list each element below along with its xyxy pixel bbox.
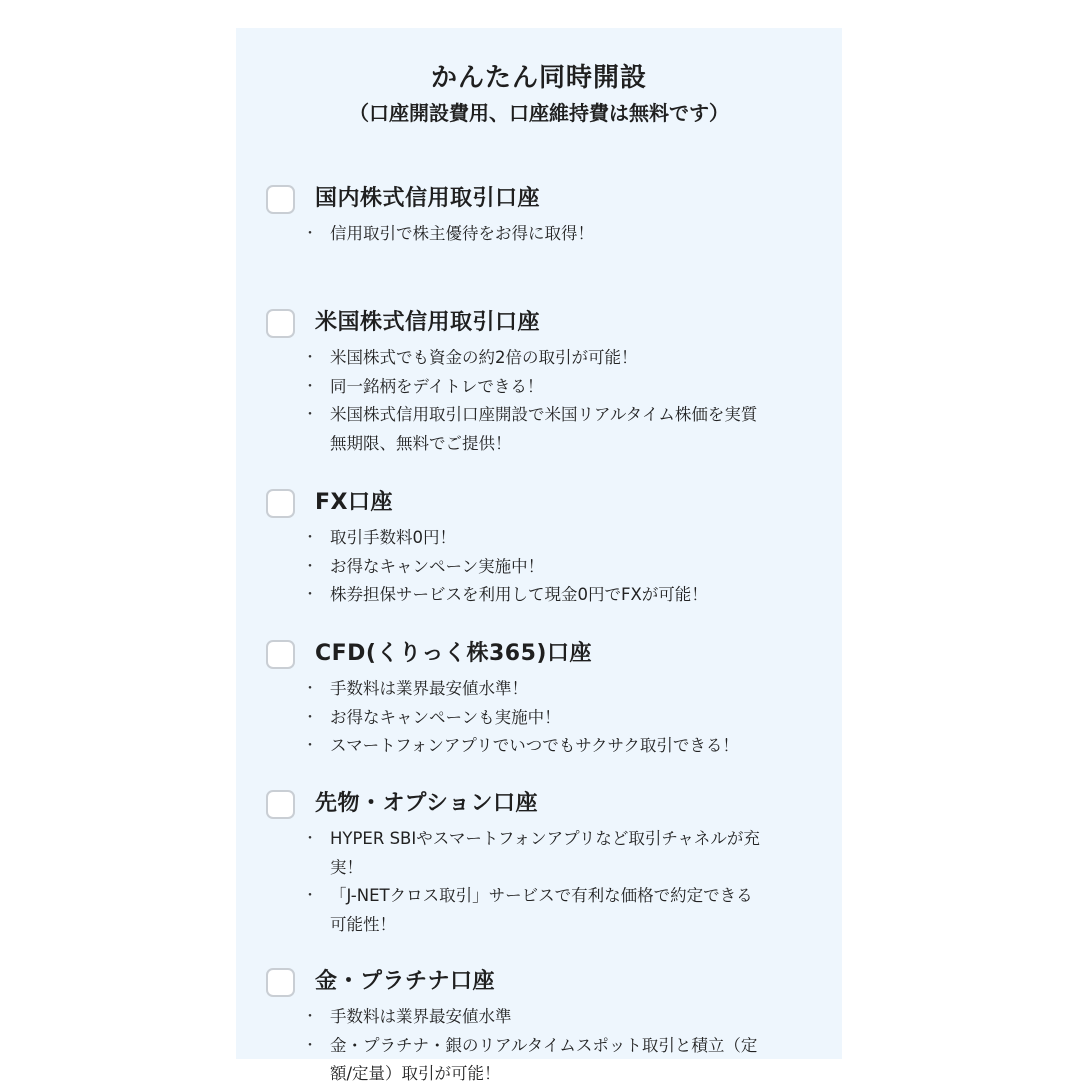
- feature-item: ・ 手数料は業界最安値水準: [266, 1003, 766, 1032]
- feature-list: [266, 220, 826, 249]
- feature-item: ・ 信用取引で株主優待をお得に取得！: [266, 220, 766, 249]
- option-header[interactable]: [266, 637, 826, 671]
- account-opening-panel: [236, 28, 842, 1084]
- feature-item: ・ 米国株式でも資金の約2倍の取引が可能！: [266, 344, 766, 373]
- page-subtitle: （口座開設費用、口座維持費は無料です）: [349, 101, 729, 125]
- option-label: 米国株式信用取引口座: [315, 310, 541, 335]
- option-label: 国内株式信用取引口座: [315, 186, 541, 211]
- option-label: FX口座: [315, 490, 393, 515]
- feature-item: ・ 金・プラチナ・銀のリアルタイムスポット取引と積立（定額/定量）取引が可能！: [266, 1032, 766, 1089]
- option-header[interactable]: [266, 306, 826, 340]
- gold-platinum-checkbox[interactable]: [266, 968, 295, 997]
- futures-options-checkbox[interactable]: [266, 790, 295, 819]
- option-cfd: [266, 637, 826, 761]
- page-title: かんたん同時開設: [430, 63, 647, 93]
- domestic-margin-checkbox[interactable]: [266, 185, 295, 214]
- option-futures-options: [266, 787, 826, 939]
- feature-item: ・ HYPER SBIやスマートフォンアプリなど取引チャネルが充実！: [266, 825, 766, 882]
- feature-list: [266, 675, 826, 761]
- feature-item: ・ 株券担保サービスを利用して現金0円でFXが可能！: [266, 581, 766, 610]
- option-fx: [266, 486, 826, 610]
- us-margin-checkbox[interactable]: [266, 309, 295, 338]
- feature-list: [266, 1003, 826, 1089]
- option-header[interactable]: [266, 182, 826, 216]
- feature-item: ・ スマートフォンアプリでいつでもサクサク取引できる！: [266, 732, 766, 761]
- fx-checkbox[interactable]: [266, 489, 295, 518]
- feature-item: ・ 取引手数料0円！: [266, 524, 766, 553]
- option-gold-platinum: [266, 965, 826, 1089]
- option-header[interactable]: [266, 787, 826, 821]
- feature-list: [266, 344, 826, 458]
- feature-list: [266, 524, 826, 610]
- option-us-margin: [266, 306, 826, 458]
- feature-item: ・ お得なキャンペーンも実施中！: [266, 704, 766, 733]
- option-label: CFD(くりっく株365)口座: [315, 641, 592, 666]
- option-header[interactable]: [266, 486, 826, 520]
- option-label: 先物・オプション口座: [315, 791, 539, 816]
- feature-item: ・ 「J-NETクロス取引」サービスで有利な価格で約定できる可能性！: [266, 882, 766, 939]
- feature-item: ・ お得なキャンペーン実施中！: [266, 553, 766, 582]
- option-label: 金・プラチナ口座: [315, 969, 496, 994]
- cfd-checkbox[interactable]: [266, 640, 295, 669]
- option-header[interactable]: [266, 965, 826, 999]
- feature-list: [266, 825, 826, 939]
- option-domestic-margin: [266, 182, 826, 249]
- feature-item: ・ 同一銘柄をデイトレできる！: [266, 373, 766, 402]
- feature-item: ・ 米国株式信用取引口座開設で米国リアルタイム株価を実質無期限、無料でご提供！: [266, 401, 766, 458]
- feature-item: ・ 手数料は業界最安値水準！: [266, 675, 766, 704]
